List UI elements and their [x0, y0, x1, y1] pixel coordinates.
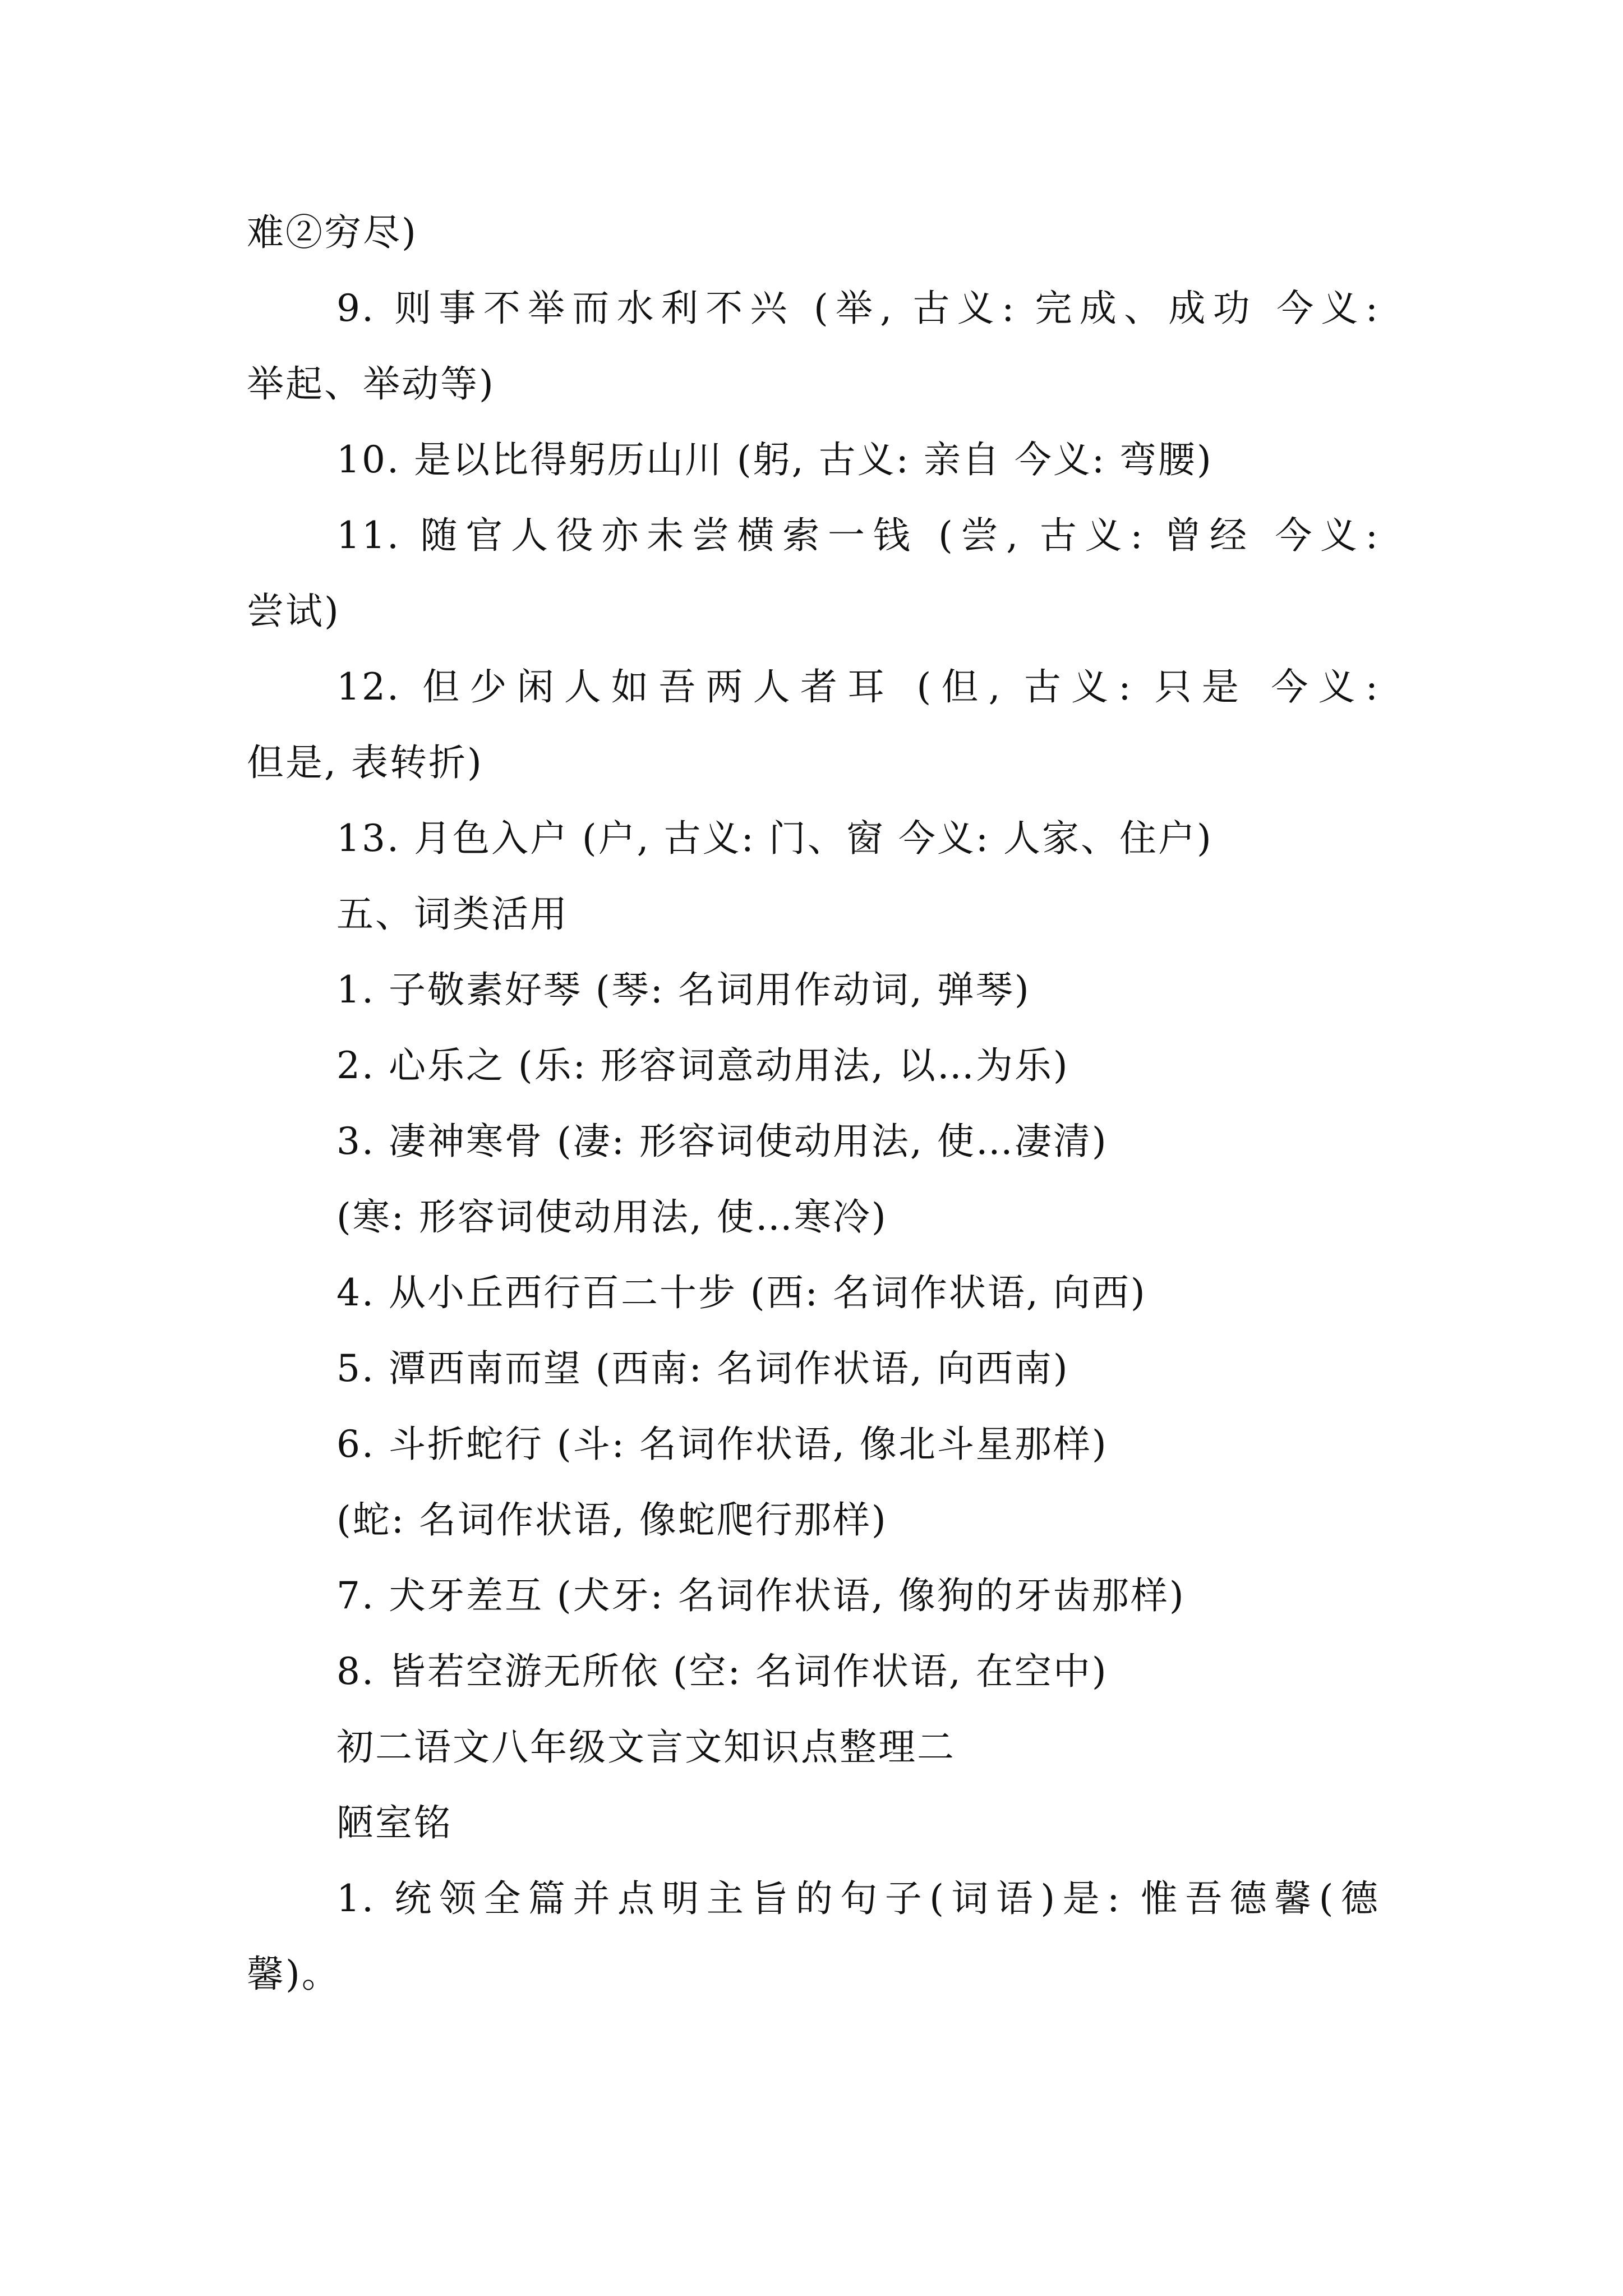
text-line-9: 13. 月色入户 (户, 古义: 门、窗 今义: 人家、住户) [336, 817, 1213, 860]
text-line-23: 1. 统领全篇并点明主旨的句子(词语)是: 惟吾德馨(德 [336, 1877, 1380, 1920]
text-line-15: 4. 从小丘西行百二十步 (西: 名词作状语, 向西) [336, 1271, 1147, 1314]
text-line-17: 6. 斗折蛇行 (斗: 名词作状语, 像北斗星那样) [336, 1423, 1108, 1466]
section-heading-word-class: 五、词类活用 [336, 892, 569, 936]
text-line-13: 3. 凄神寒骨 (凄: 形容词使动用法, 使…凄清) [336, 1120, 1108, 1163]
text-line-19: 7. 犬牙差互 (犬牙: 名词作状语, 像狗的牙齿那样) [336, 1574, 1186, 1617]
text-line-18: (蛇: 名词作状语, 像蛇爬行那样) [336, 1498, 888, 1542]
text-line-14: (寒: 形容词使动用法, 使…寒冷) [336, 1195, 888, 1239]
text-line-4: 10. 是以比得躬历山川 (躬, 古义: 亲自 今义: 弯腰) [336, 438, 1213, 481]
text-line-8: 但是, 表转折) [247, 741, 483, 784]
text-line-11: 1. 子敬素好琴 (琴: 名词用作动词, 弹琴) [336, 968, 1031, 1011]
text-line-12: 2. 心乐之 (乐: 形容词意动用法, 以…为乐) [336, 1044, 1069, 1087]
section-heading-part-two: 初二语文八年级文言文知识点整理二 [336, 1726, 956, 1769]
text-line-6: 尝试) [247, 590, 340, 633]
text-line-24: 馨)。 [247, 1953, 340, 1996]
text-line-5: 11. 随官人役亦未尝横索一钱 (尝, 古义: 曾经 今义: [336, 514, 1380, 557]
text-line-3: 举起、举动等) [247, 362, 495, 406]
text-line-20: 8. 皆若空游无所依 (空: 名词作状语, 在空中) [336, 1650, 1108, 1693]
text-line-1: 难②穷尽) [247, 211, 418, 254]
text-line-7: 12. 但少闲人如吾两人者耳 (但, 古义: 只是 今义: [336, 665, 1380, 708]
text-line-16: 5. 潭西南而望 (西南: 名词作状语, 向西南) [336, 1347, 1069, 1390]
text-line-2: 9. 则事不举而水利不兴 (举, 古义: 完成、成功 今义: [336, 287, 1380, 330]
article-title: 陋室铭 [336, 1801, 453, 1844]
